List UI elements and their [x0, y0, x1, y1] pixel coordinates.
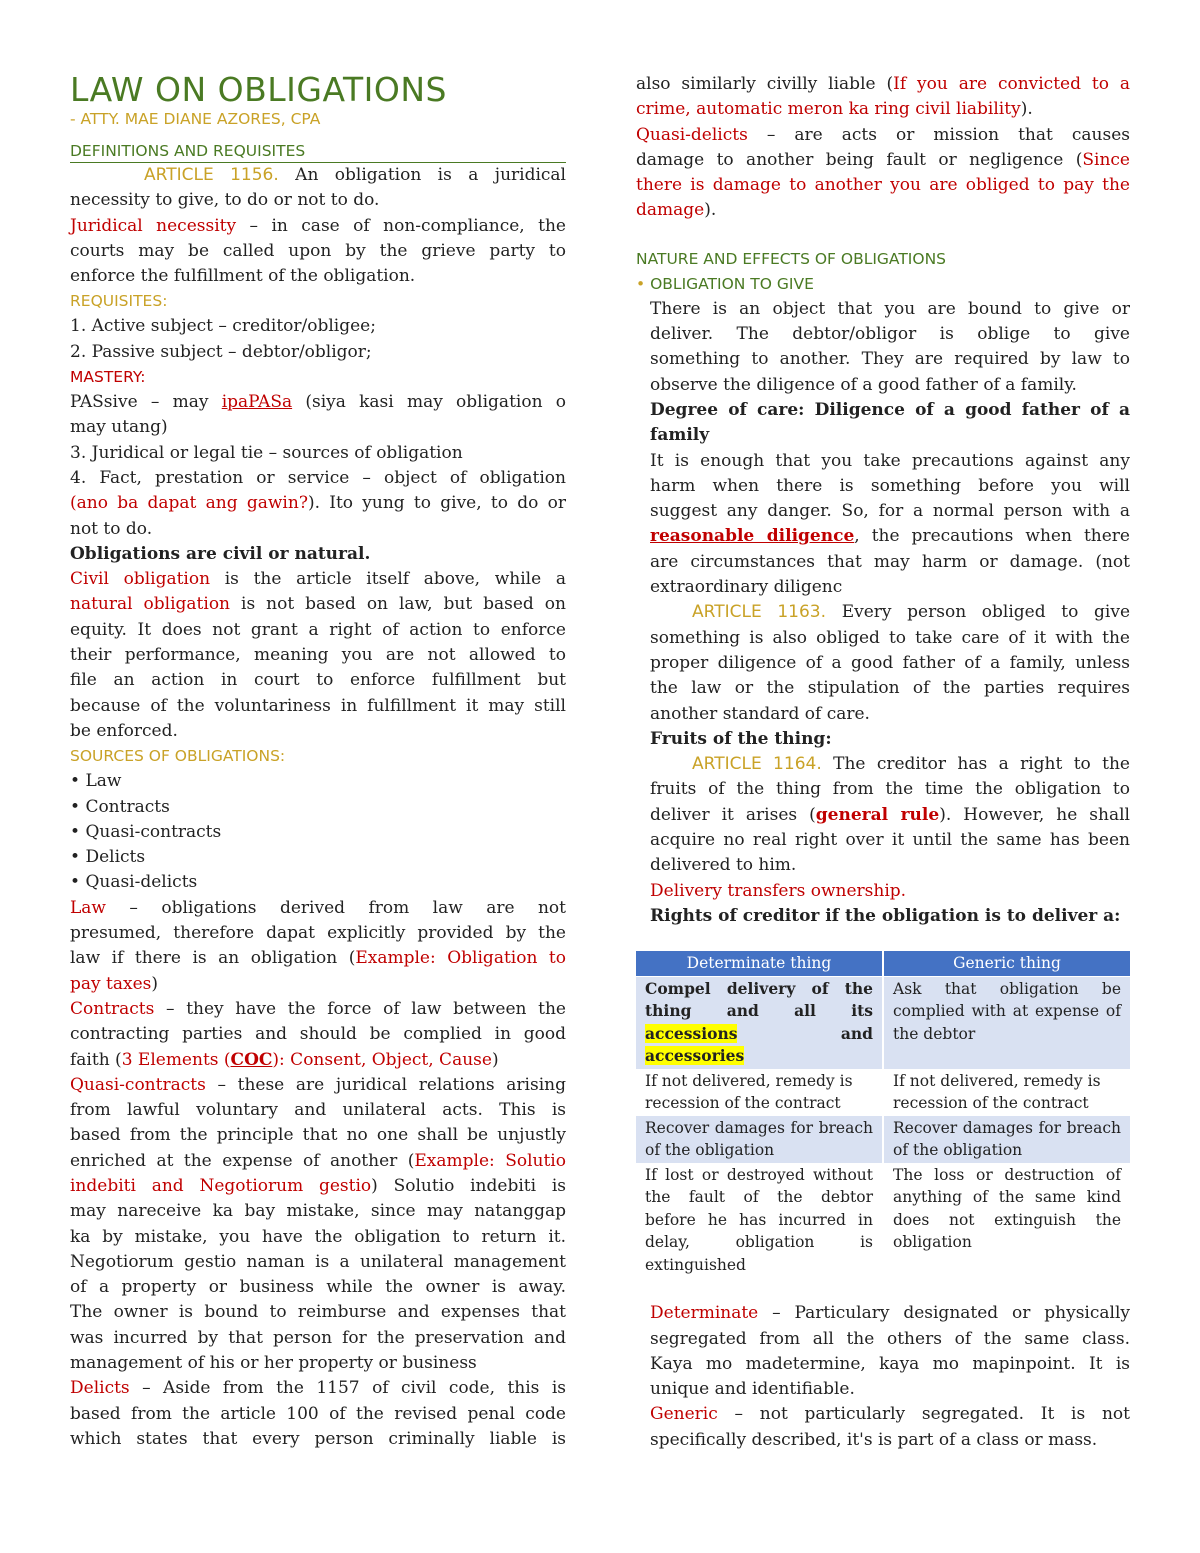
text-line: of a property or business while the owner is away. [70, 1277, 566, 1298]
text-line: unique and identifiable. [650, 1379, 855, 1400]
text-line: not to do. [70, 518, 153, 539]
text-line: are circumstances that may harm or damage. (not [650, 551, 1130, 572]
text-line: harm when there is something before you will [650, 475, 1130, 496]
author-line: - ATTY. MAE DIANE AZORES, CPA [70, 110, 321, 128]
column-header: Generic thing [883, 951, 1130, 976]
text-line: observe the diligence of a good father of a family. [650, 374, 1077, 395]
text-line: fruits of the thing from the time the obligation to [650, 779, 1130, 800]
text-line: segregated from all the others of the same class. [650, 1328, 1130, 1349]
text-line: presumed, therefore dapat explicitly provided by the [70, 923, 566, 944]
table-cell: Recover damages for breach of the obligation [883, 1116, 1130, 1163]
requisite-item: 3. Juridical or legal tie – sources of obligation [70, 442, 463, 463]
text-line: Negotiorum gestio naman is a unilateral management [70, 1251, 566, 1272]
mastery-heading: MASTERY: [70, 368, 146, 387]
table-cell: If not delivered, remedy is recession of the contract [645, 1071, 853, 1113]
text-line: from lawful voluntary and unilateral acts. This is [70, 1100, 566, 1121]
contracts-definition: Contracts – they have the force of law between the [70, 998, 566, 1019]
civil-obligation: Civil obligation is the article itself above, while a [70, 569, 566, 590]
table-cell: If lost or destroyed without the fault of the debtor before he has incurred in delay, obligation is extinguished [645, 1165, 873, 1274]
article-1163: ARTICLE 1163. Every person obliged to give [692, 602, 1131, 623]
rights-heading: Rights of creditor if the obligation is to deliver a: [650, 905, 1121, 926]
table-row [636, 976, 1130, 1069]
article-1156: ARTICLE 1156. An obligation is a juridical [144, 165, 566, 185]
fruits-heading: Fruits of the thing: [650, 728, 832, 749]
text-line: based from the article 100 of the revised penal code [70, 1403, 566, 1424]
requisites-heading: REQUISITES: [70, 292, 168, 311]
source-item: • Delicts [70, 847, 146, 868]
section-heading-nature: NATURE AND EFFECTS OF OBLIGATIONS [636, 249, 946, 268]
juridical-necessity: Juridical necessity – in case of non-compliance, the [70, 215, 566, 236]
sources-heading: SOURCES OF OBLIGATIONS: [70, 747, 286, 766]
article-1156-cont: necessity to give, to do or not to do. [70, 190, 380, 211]
text-line: another standard of care. [650, 703, 870, 724]
delicts-definition: Delicts – Aside from the 1157 of civil code, this is [70, 1378, 566, 1399]
text-line: There is an object that you are bound to give or [650, 298, 1130, 319]
text-line: deliver. The debtor/obligor is oblige to give [650, 324, 1130, 345]
text-line: was incurred by that person for the preservation and [70, 1327, 566, 1348]
text-line: damage to another being fault or negligence (Since [636, 149, 1130, 170]
text-line: equity. It does not grant a right of action to enforce [70, 619, 566, 640]
section-heading-definitions: DEFINITIONS AND REQUISITES [70, 140, 566, 163]
document-title: LAW ON OBLIGATIONS [70, 70, 447, 109]
degree-of-care-heading: family [650, 425, 710, 446]
right-column [636, 72, 1130, 1453]
generic-definition: Generic – not particularly segregated. It is not [650, 1404, 1130, 1425]
table-cell: If not delivered, remedy is recession of the contract [883, 1069, 1130, 1116]
table-header-row [636, 951, 1130, 976]
text-line: faith (3 Elements (COC): Consent, Object, Cause) [70, 1049, 499, 1070]
column-header: Determinate thing [636, 951, 883, 976]
determinate-definition: Determinate – Particulary designated or physically [650, 1303, 1130, 1324]
text-line: which states that every person criminally liable is [70, 1428, 566, 1449]
law-definition: Law – obligations derived from law are not [70, 897, 566, 918]
article-1164: ARTICLE 1164. The creditor has a right to the [692, 754, 1130, 775]
table-row [636, 1163, 1130, 1278]
requisite-item: 1. Active subject – creditor/obligee; [70, 316, 376, 337]
text-line: based from the principle that no one shall be unjustly [70, 1125, 566, 1146]
text-line: acquire no real right over it until the same has been [650, 830, 1130, 851]
table-row [636, 1116, 1130, 1163]
text-line: The owner is bound to reimburse and expenses that [70, 1302, 566, 1323]
text-line: It is enough that you take precautions against any [650, 450, 1130, 471]
text-line: proper diligence of a good father of a family, unless [650, 652, 1130, 673]
text-line: courts may be called upon by the grieve party to [70, 240, 566, 261]
table-cell: Compel delivery of the thing and all its accessions and accessories [636, 976, 883, 1069]
text-line: law if there is an obligation (Example: Obligation to [70, 948, 566, 969]
text-line: damage). [636, 200, 717, 221]
quasi-delicts-definition: Quasi-delicts – are acts or mission that causes [636, 124, 1130, 145]
text-line: may utang) [70, 417, 168, 438]
civil-natural-heading: Obligations are civil or natural. [70, 543, 371, 564]
text-line: may nareceive ka bay mistake, since may natanggap [70, 1201, 566, 1222]
text-line: there is damage to another you are obliged to pay the [636, 175, 1130, 196]
text-line: enriched at the expense of another (Example: Solutio [70, 1150, 566, 1171]
source-item: • Contracts [70, 796, 170, 817]
source-item: • Quasi-delicts [70, 872, 198, 893]
table-row [636, 1069, 1130, 1116]
text-line: pay taxes) [70, 973, 159, 994]
table-cell: The loss or destruction of anything of the same kind does not extinguish the obligation [883, 1163, 1130, 1278]
text-line: specifically described, it's is part of a class or mass. [650, 1429, 1098, 1450]
text-line: be enforced. [70, 720, 178, 741]
text-line: delivered to him. [650, 855, 797, 876]
text-line: Kaya mo madetermine, kaya mo mapinpoint. It is [650, 1353, 1130, 1374]
text-line: something is also obliged to take care of it with the [650, 627, 1130, 648]
table-cell: Recover damages for breach of the obligation [636, 1116, 883, 1163]
text-line: the law or the stipulation of the parties requires [650, 678, 1130, 699]
text-line: deliver it arises (general rule). However, he shall [650, 804, 1130, 825]
text-line: contracting parties and should be complied in good [70, 1024, 566, 1045]
text-line: their performance, meaning you are not allowed to [70, 645, 566, 666]
text-line: because of the voluntariness in fulfillment it may still [70, 695, 566, 716]
quasi-contracts-definition: Quasi-contracts – these are juridical relations arising [70, 1074, 566, 1095]
mastery-term: ipaPASa [221, 392, 293, 413]
text-line: crime, automatic meron ka ring civil liability). [636, 99, 1033, 120]
text-line: file an action in court to enforce fulfillment but [70, 670, 566, 691]
text-line: management of his or her property or business [70, 1353, 477, 1374]
creditor-rights-table [636, 951, 1130, 1277]
requisite-item: 4. Fact, prestation or service – object of obligation [70, 467, 566, 488]
text-line: (ano ba dapat ang gawin?). Ito yung to give, to do or [70, 493, 566, 514]
degree-of-care-heading: Degree of care: Diligence of a good father of a [650, 399, 1130, 420]
source-item: • Quasi-contracts [70, 821, 222, 842]
left-column [70, 72, 566, 1452]
requisite-item: 2. Passive subject – debtor/obligor; [70, 341, 372, 362]
source-item: • Law [70, 771, 122, 792]
text-line: something to another. They are required by law to [650, 349, 1130, 370]
natural-obligation: natural obligation is not based on law, but based on [70, 594, 566, 615]
text-line: indebiti and Negotiorum gestio) Solutio indebiti is [70, 1175, 566, 1196]
text-line: extraordinary diligenc [650, 577, 843, 598]
obligation-to-give-bullet: • OBLIGATION TO GIVE [636, 274, 814, 293]
mastery-text: PASsive – may ipaPASa (siya kasi may obligation o [70, 392, 566, 413]
text-line: ka by mistake, you have the obligation to return it. [70, 1226, 566, 1247]
table-cell: Ask that obligation be complied with at expense of the debtor [883, 976, 1130, 1069]
text-line: also similarly civilly liable (If you are convicted to a [636, 74, 1130, 94]
text-line: reasonable diligence, the precautions when there [650, 526, 1130, 547]
text-line: enforce the fulfillment of the obligation. [70, 266, 416, 287]
text-line: suggest any danger. So, for a normal person with a [650, 501, 1130, 522]
delivery-note: Delivery transfers ownership. [650, 880, 907, 901]
